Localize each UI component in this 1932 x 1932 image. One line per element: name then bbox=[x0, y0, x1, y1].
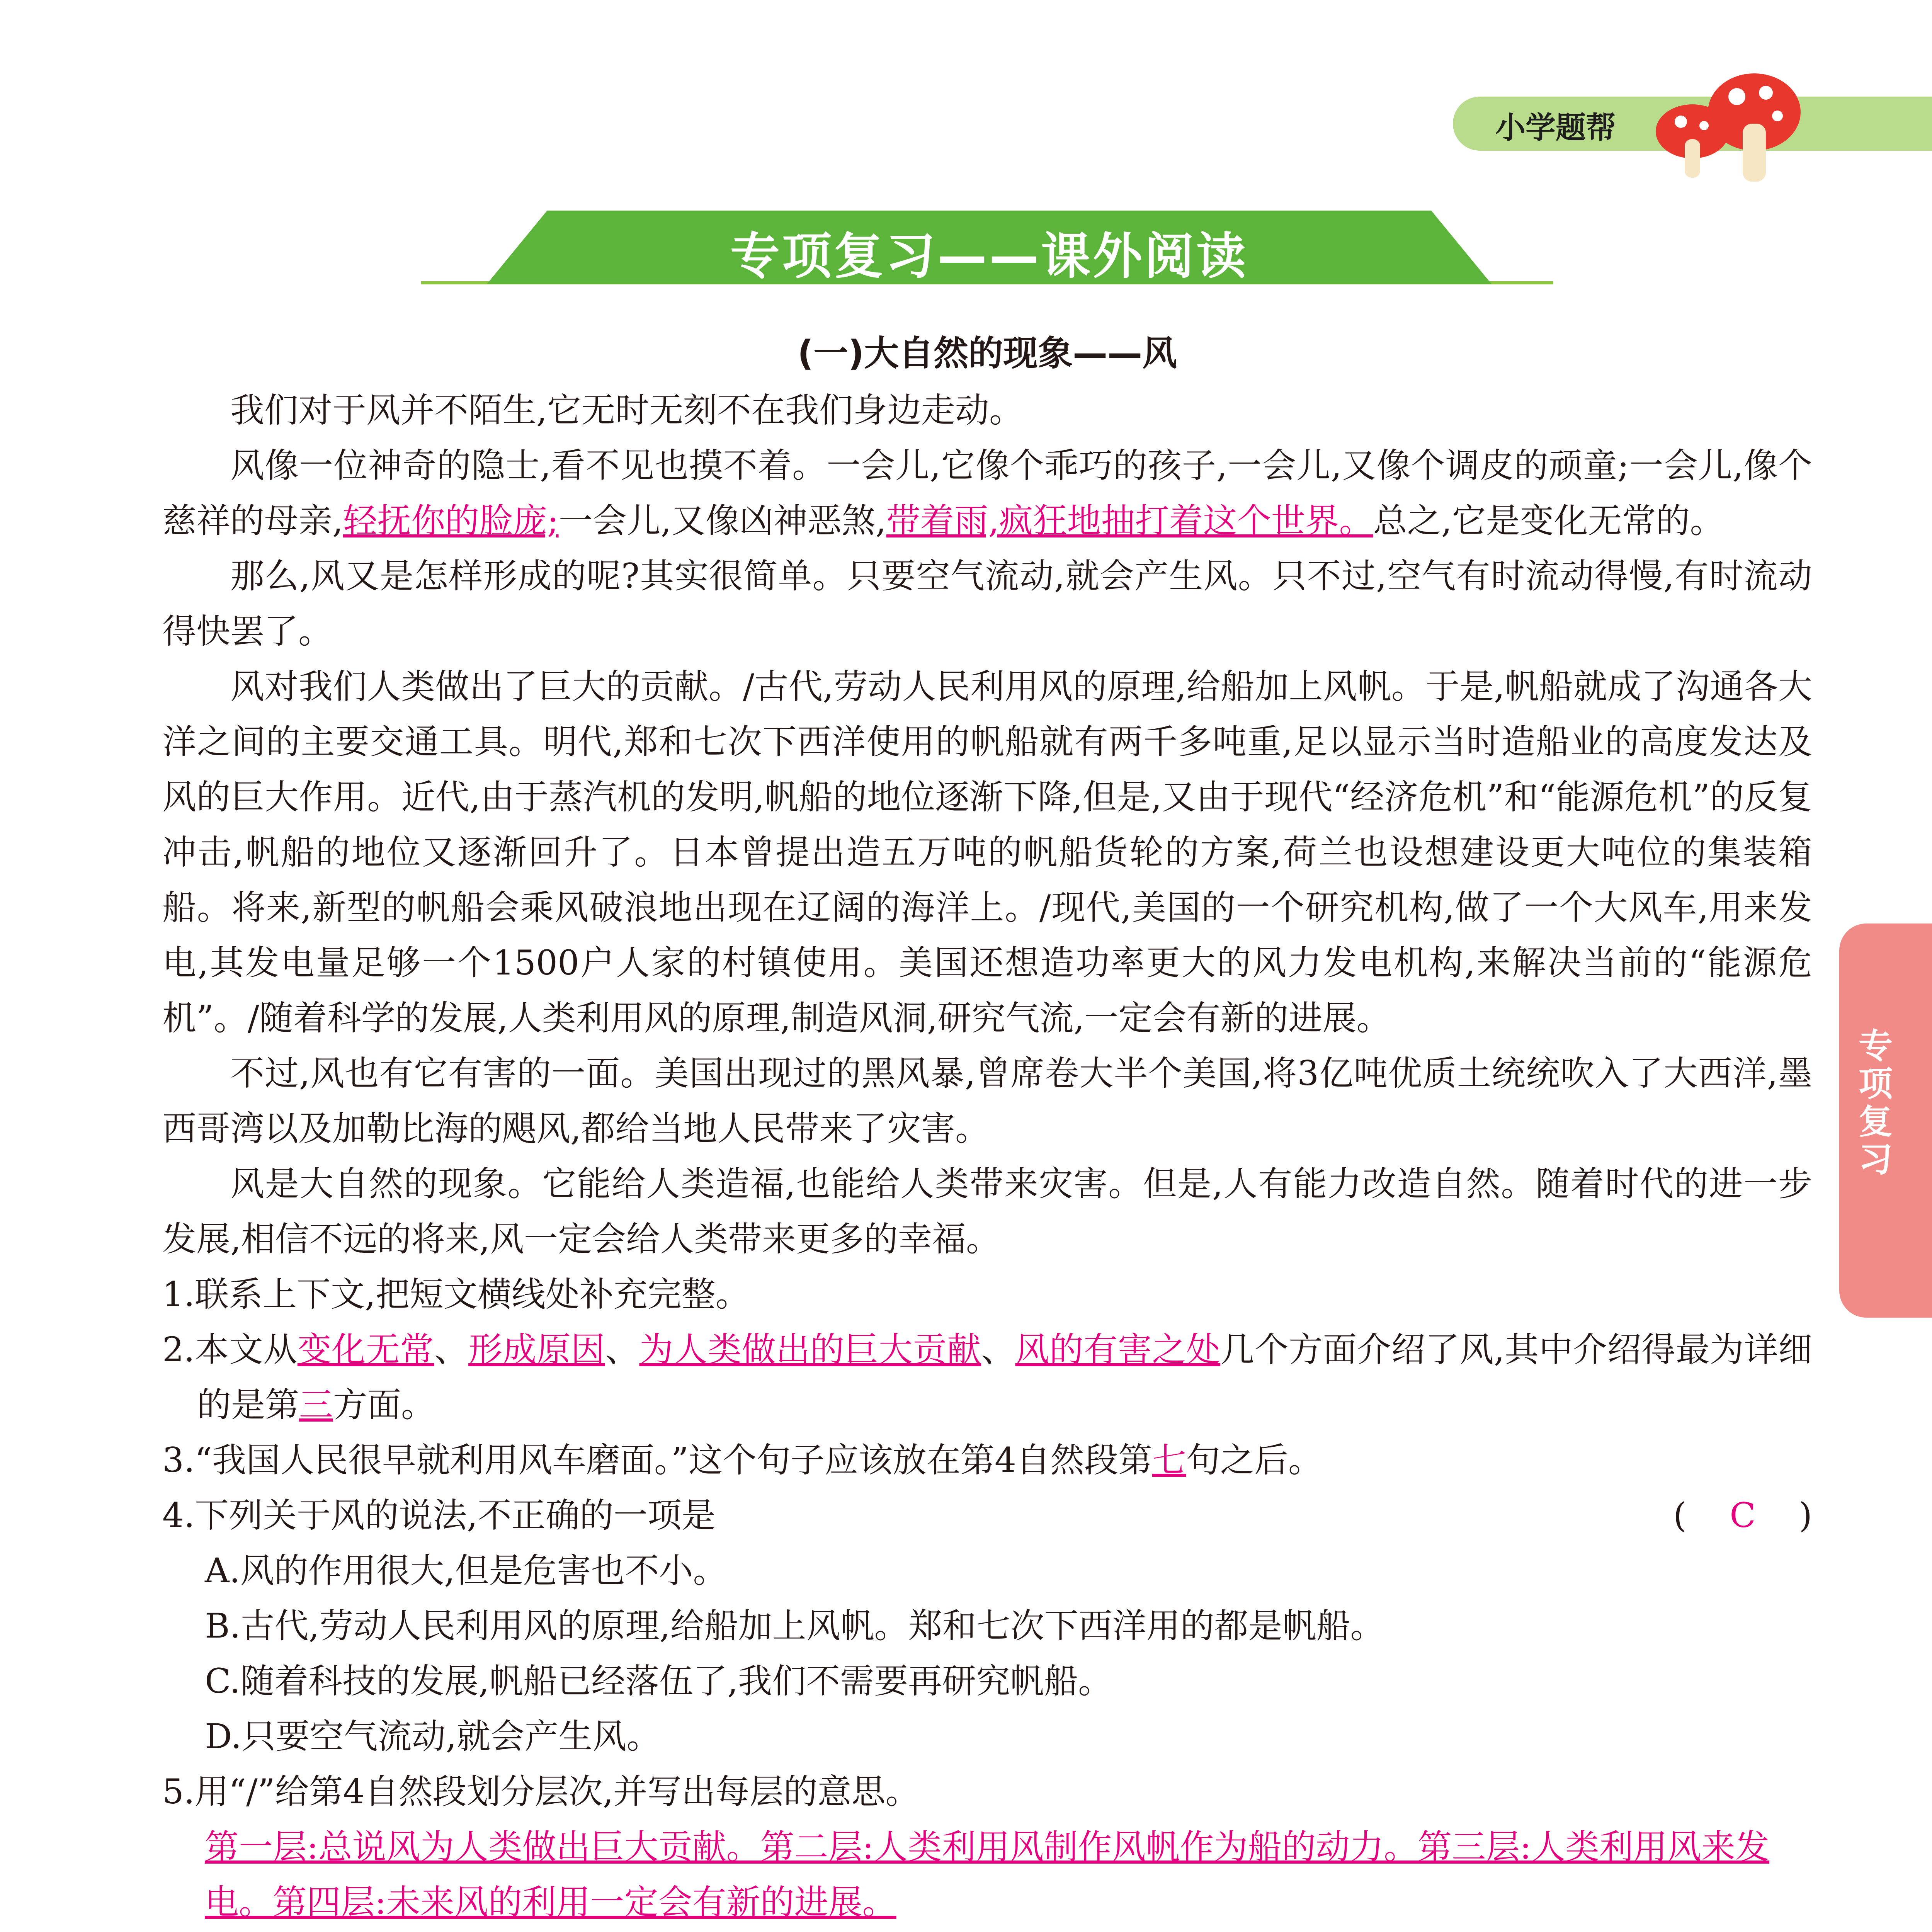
option-b: B.古代,劳动人民利用风的原理,给船加上风帆。郑和七次下西洋用的都是帆船。 bbox=[205, 1606, 1384, 1646]
bracket-close: ) bbox=[1799, 1495, 1812, 1535]
question-3 bbox=[162, 1432, 1812, 1488]
s1-paragraph-3: 那么,风又是怎样形成的呢?其实很简单。只要空气流动,就会产生风。只不过,空气有时流动得慢,有时流动得快罢了。 bbox=[162, 556, 1812, 651]
option-d: D.只要空气流动,就会产生风。 bbox=[205, 1716, 661, 1756]
text: 方面。 bbox=[333, 1385, 435, 1425]
side-tab-label: 专项复习 bbox=[1853, 1028, 1893, 1179]
brand-name: 小学题帮 bbox=[1495, 111, 1616, 145]
page-content bbox=[162, 325, 1812, 1932]
choice-answer: C bbox=[1730, 1495, 1756, 1535]
text: 、 bbox=[605, 1330, 639, 1369]
s1-paragraph-4: 风对我们人类做出了巨大的贡献。/古代,劳动人民利用风的原理,给船加上风帆。于是,帆船就成了沟通各大洋之间的主要交通工具。明代,郑和七次下西洋使用的帆船就有两千多吨重,足以显示当时造船业的高度发达及风的巨大作用。近代,由于蒸汽机的发明,帆船的地位逐渐下降,但是,又由于现代“经济危机”和“能源危机”的反复冲击,帆船的地位又逐渐回升了。日本曾提出造五万吨的帆船货轮的方案,荷兰也设想建设更大吨位的集装箱船。将来,新型的帆船会乘风破浪地出现在辽阔的海洋上。/现代,美国的一个研究机构,做了一个大风车,用来发电,其发电量足够一个1500户人家的村镇使用。美国还想造功率更大的风力发电机构,来解决当前的“能源危机”。/随着科学的发展,人类利用风的原理,制造风洞,研究气流,一定会有新的进展。 bbox=[162, 667, 1812, 1038]
answer-blank: 带着雨,疯狂地抽打着这个世界。 bbox=[886, 501, 1373, 541]
text: 2.本文从 bbox=[162, 1330, 298, 1369]
bracket-open: ( bbox=[1673, 1495, 1687, 1535]
question-2 bbox=[162, 1322, 1812, 1432]
text: 、 bbox=[434, 1330, 469, 1369]
s1-paragraph-2 bbox=[162, 438, 1812, 548]
s1-paragraph-5: 不过,风也有它有害的一面。美国出现过的黑风暴,曾席卷大半个美国,将3亿吨优质土统统吹入了大西洋,墨西哥湾以及加勒比海的飓风,都给当地人民带来了灾害。 bbox=[162, 1053, 1812, 1148]
s1-paragraph-6: 风是大自然的现象。它能给人类造福,也能给人类带来灾害。但是,人有能力改造自然。随着时代的进一步发展,相信不远的将来,风一定会给人类带来更多的幸福。 bbox=[162, 1164, 1812, 1259]
text: 风像一位神奇的隐士,看不见也摸不着。一会儿,它像个乖巧的孩子,一会儿,又像个调皮的顽童;一会儿,像个慈祥的母亲, bbox=[162, 446, 1812, 541]
answer-blank: 轻抚你的脸庞; bbox=[343, 501, 559, 541]
question-1: 1.联系上下文,把短文横线处补充完整。 bbox=[162, 1274, 750, 1314]
banner-title: 专项复习——课外阅读 bbox=[730, 228, 1248, 285]
answer-choice bbox=[1673, 1488, 1812, 1543]
answer-blank: 七 bbox=[1152, 1440, 1186, 1480]
text: 句之后。 bbox=[1186, 1440, 1322, 1480]
answer-blank: 变化无常 bbox=[297, 1330, 434, 1369]
answer-blank: 为人类做出的巨大贡献 bbox=[639, 1330, 981, 1369]
text: 4.下列关于风的说法,不正确的一项是 bbox=[162, 1495, 716, 1535]
answer-blank: 三 bbox=[299, 1385, 333, 1425]
question-5-answer: 第一层:总说风为人类做出巨大贡献。第二层:人类利用风制作风帆作为船的动力。第三层:人类利用风来发电。第四层:未来风的利用一定会有新的进展。 bbox=[205, 1827, 1769, 1922]
section1-title: (一)大自然的现象——风 bbox=[797, 333, 1177, 374]
option-a: A.风的作用很大,但是危害也不小。 bbox=[205, 1551, 727, 1590]
s1-paragraph-1: 我们对于风并不陌生,它无时无刻不在我们身边走动。 bbox=[230, 390, 1023, 430]
text: 几个方面介绍了风,其中介绍得最为详细的是第 bbox=[197, 1330, 1812, 1425]
text: 3.“我国人民很早就利用风车磨面。”这个句子应该放在第4自然段第 bbox=[162, 1440, 1152, 1480]
section2-title bbox=[162, 1930, 1812, 1932]
answer-blank: 形成原因 bbox=[468, 1330, 605, 1369]
mushroom-icon bbox=[1642, 58, 1804, 185]
text: 一会儿,又像凶神恶煞, bbox=[558, 501, 886, 541]
question-4 bbox=[162, 1488, 1812, 1543]
answer-blank: 风的有害之处 bbox=[1015, 1330, 1221, 1369]
text: 、 bbox=[981, 1330, 1015, 1369]
text: 总之,它是变化无常的。 bbox=[1373, 501, 1724, 541]
question-5: 5.用“/”给第4自然段划分层次,并写出每层的意思。 bbox=[162, 1772, 920, 1811]
option-c: C.随着科技的发展,帆船已经落伍了,我们不需要再研究帆船。 bbox=[205, 1661, 1112, 1701]
